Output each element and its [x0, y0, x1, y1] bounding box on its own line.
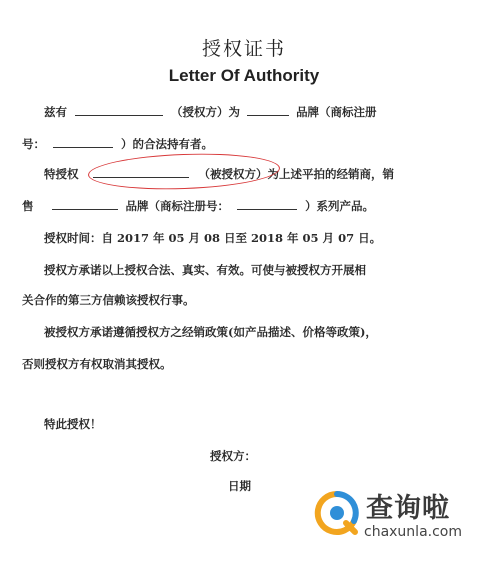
document-title-chinese: 授权证书: [201, 38, 286, 60]
watermark: [314, 486, 484, 548]
date-label: 日期: [228, 479, 251, 493]
text-segment: 品牌（商标注册号：: [125, 199, 230, 213]
paragraph-4-line-1: 授权方承诺以上授权合法、真实、有效。可使与被授权方开展相: [44, 263, 366, 277]
watermark-url: chaxunla.com: [364, 524, 462, 540]
blank-brand-2: [52, 198, 118, 210]
blank-trademark-no-2: [237, 198, 297, 210]
text-segment: （授权方）为: [171, 105, 241, 119]
blank-brand: [247, 104, 289, 116]
chaxunla-logo-icon: [314, 490, 360, 536]
paragraph-3-period: 授权时间：自 2017 年 05 月 08 日至 2018 年 05 月 07 日。: [44, 231, 382, 245]
red-highlight-oval: [87, 151, 280, 193]
paragraph-4-line-2: 关合作的第三方信赖该授权行事。: [22, 293, 195, 307]
text-segment: 号：: [22, 137, 45, 151]
paragraph-1-line-1: [44, 104, 377, 120]
closing-text: 特此授权！: [44, 417, 102, 431]
blank-grantor: [75, 104, 163, 116]
text-segment: 品牌（商标注册: [296, 105, 377, 119]
paragraph-1-line-2: [22, 136, 213, 152]
paragraph-5-line-2: 否则授权方有权取消其授权。: [22, 357, 172, 371]
paragraph-2-line-2: [22, 198, 374, 214]
document-title-english: Letter Of Authority: [168, 66, 320, 85]
text-segment: 特授权: [44, 167, 79, 181]
text-segment: ）的合法持有者。: [121, 137, 214, 151]
watermark-brand: 查询啦: [366, 493, 450, 524]
paragraph-5-line-1: 被授权方承诺遵循授权方之经销政策(如产品描述、价格等政策)，: [44, 325, 377, 339]
text-segment: 兹有: [44, 105, 67, 119]
text-segment: 售: [22, 199, 34, 213]
text-segment: ）系列产品。: [305, 199, 375, 213]
text-segment: （被授权方）为上述平拍的经销商，销: [198, 167, 395, 181]
grantor-signature-label: 授权方：: [210, 449, 256, 463]
blank-trademark-no: [53, 136, 113, 148]
